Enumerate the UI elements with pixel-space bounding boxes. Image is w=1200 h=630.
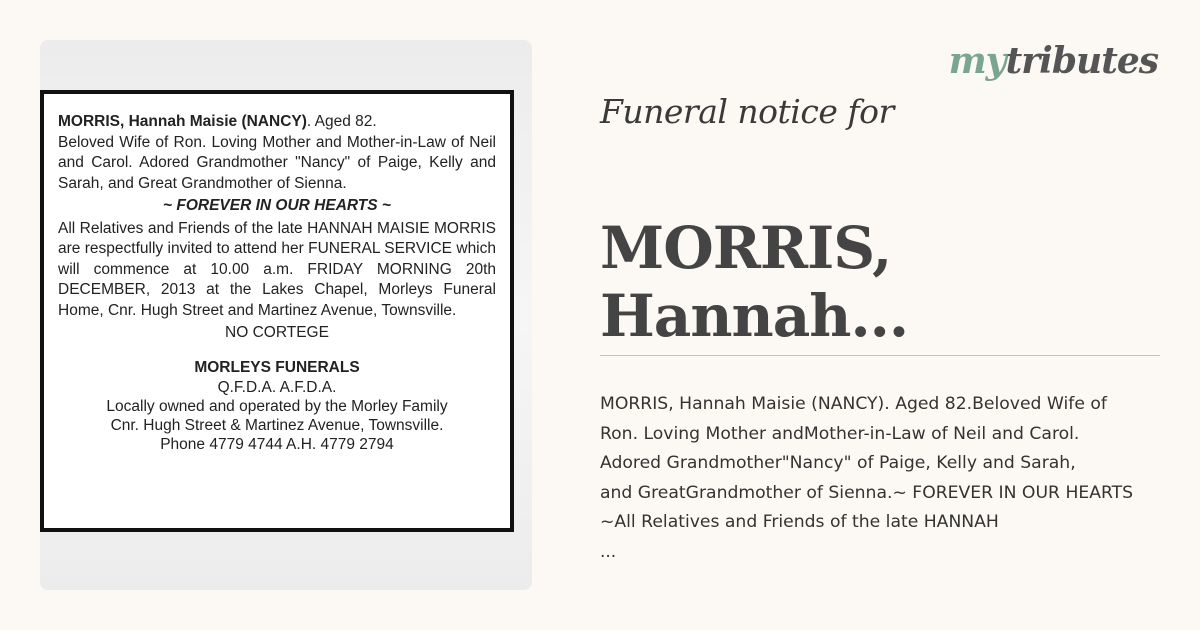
notice-image-card — [40, 40, 532, 590]
cortege-line: NO CORTEGE — [225, 324, 329, 341]
page-subtitle: Funeral notice for — [600, 92, 894, 131]
deceased-name: MORRIS, Hannah Maisie (NANCY) — [58, 113, 307, 130]
hearts-line: ~ FOREVER IN OUR HEARTS ~ — [163, 197, 391, 214]
funeral-home-credentials: Q.F.D.A. A.F.D.A. — [217, 379, 337, 396]
family-paragraph: Beloved Wife of Ron. Loving Mother and Mother-in-Law of Neil and Carol. Adored Grandmother "Nancy" of Paige, Kelly and Sarah, and Great Grandmother of Sienna. — [58, 133, 496, 192]
mytributes-logo[interactable] — [949, 40, 1158, 82]
logo-tributes: tributes — [1005, 40, 1158, 82]
logo-my: my — [948, 40, 1006, 82]
page-title: MORRIS, Hannah... — [600, 214, 909, 350]
service-paragraph: All Relatives and Friends of the late HANNAH MAISIE MORRIS are respectfully invited to attend her FUNERAL SERVICE which will commence at 10.00 a.m. FRIDAY MORNING 20th DECEMBER, 2013 at the Lakes Chapel, Morleys Funeral Home, Cnr. Hugh Street and Martinez Avenue, Townsville. — [58, 219, 496, 319]
funeral-home-phone: Phone 4779 4744 A.H. 4779 2794 — [160, 436, 394, 453]
newspaper-clipping — [40, 90, 514, 532]
deceased-age: . Aged 82. — [306, 113, 377, 130]
funeral-home-address: Cnr. Hugh Street & Martinez Avenue, Townsville. — [110, 417, 444, 434]
notice-heading — [58, 112, 496, 133]
excerpt-ellipsis: ... — [600, 542, 617, 562]
funeral-home-ownership: Locally owned and operated by the Morley Family — [106, 398, 448, 415]
funeral-home-name: MORLEYS FUNERALS — [194, 358, 360, 376]
divider — [600, 355, 1160, 356]
notice-excerpt: MORRIS, Hannah Maisie (NANCY). Aged 82.Beloved Wife of Ron. Loving Mother andMother-in-Law of Neil and Carol. Adored Grandmother"Nancy" of Paige, Kelly and Sarah, and GreatGrandmother of Sienna.~ FOREVER IN OUR HEARTS ~All Relatives and Friends of the late HANNAH — [600, 394, 1134, 532]
